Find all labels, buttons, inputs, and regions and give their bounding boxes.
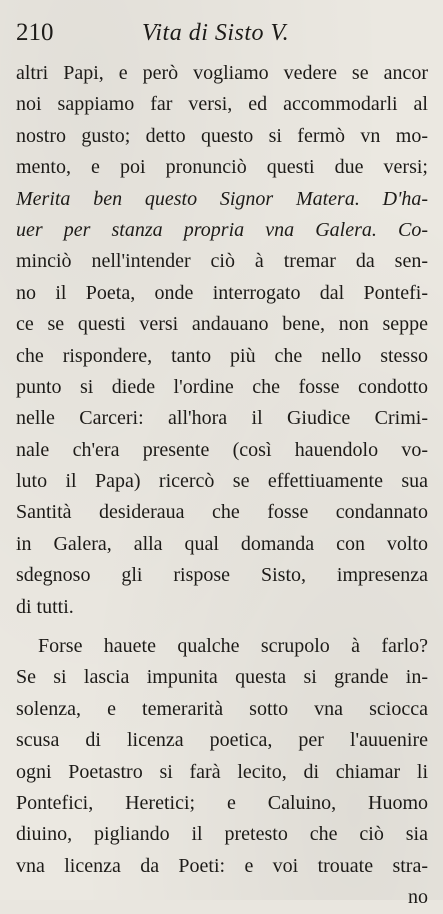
text-line: ogni Poetastro si farà lecito, di chiamar li xyxy=(16,760,428,783)
text-line: che rispondere, tanto più che nello stesso xyxy=(16,344,428,367)
text-line: vna licenza da Poeti: e voi trouate stra- xyxy=(16,854,428,877)
text-line: luto il Papa) ricercò se effettiuamente sua xyxy=(16,470,428,493)
paragraph-first-line: Forse hauete qualche scrupolo à farlo? xyxy=(38,635,428,658)
text-line: Pontefici, Heretici; e Caluino, Huomo xyxy=(16,791,428,814)
text-line: in Galera, alla qual domanda con volto xyxy=(16,532,428,555)
verse-line: uer per stanza propria vna Galera. Co- xyxy=(16,218,428,241)
text-line: Se si lascia impunita questa si grande in- xyxy=(16,666,428,689)
text-line: mento, e poi pronunciò questi due versi; xyxy=(16,156,428,179)
text-line: nelle Carceri: all'hora il Giudice Crimi- xyxy=(16,407,428,430)
text-line: diuino, pigliando il pretesto che ciò sia xyxy=(16,823,428,846)
text-line: sdegnoso gli rispose Sisto, impresenza xyxy=(16,564,428,587)
verse-line: Merita ben questo Signor Matera. D'ha- xyxy=(16,187,428,210)
text-line: nale ch'era presente (così hauendolo vo- xyxy=(16,438,428,461)
text-line: altri Papi, e però vogliamo vedere se ancor xyxy=(16,62,428,84)
text-line: no il Poeta, onde interrogato dal Pontefi- xyxy=(16,281,428,304)
page-header xyxy=(16,18,426,52)
text-line: nostro gusto; detto questo si fermò vn mo- xyxy=(16,124,428,147)
text-line: di tutti. xyxy=(16,595,74,618)
text-line: scusa di licenza poetica, per l'auuenire xyxy=(16,729,428,752)
text-line: punto si diede l'ordine che fosse condotto xyxy=(16,375,428,398)
text-line: solenza, e temerarità sotto vna sciocca xyxy=(16,697,428,720)
text-line: minciò nell'intender ciò à tremar da sen- xyxy=(16,250,428,273)
catchword: no xyxy=(408,886,428,909)
text-line: ce se questi versi andauano bene, non seppe xyxy=(16,313,428,336)
text-line: noi sappiamo far versi, ed accommodarli al xyxy=(16,93,428,116)
running-head: Vita di Sisto V. xyxy=(142,20,290,46)
page-number: 210 xyxy=(16,19,54,46)
page-body xyxy=(16,58,428,914)
text-line: Santità desideraua che fosse condannato xyxy=(16,501,428,524)
